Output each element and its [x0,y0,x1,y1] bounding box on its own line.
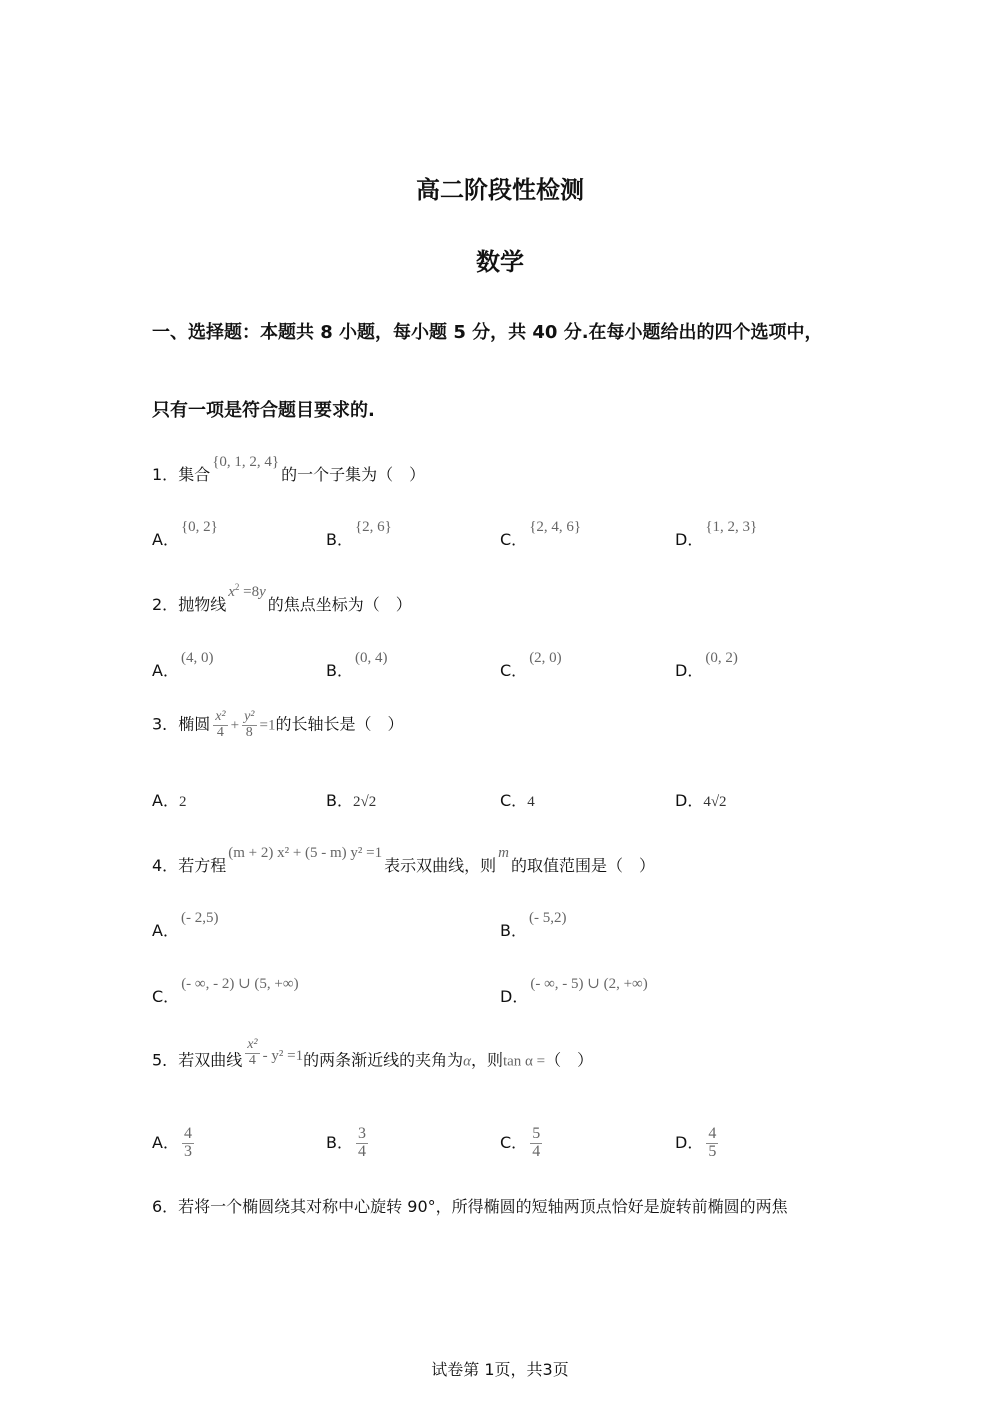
option-label: D． [675,530,704,549]
q5-option-c[interactable] [500,1126,545,1161]
question-number: 5． [152,1050,179,1070]
option-label: B． [326,530,353,549]
tan-alpha: tan α = [502,1053,546,1070]
question-6: 6．若将一个椭圆绕其对称中心旋转 90°，所得椭圆的短轴两顶点恰好是旋转前椭圆的两焦 [152,1197,788,1216]
q5-option-a[interactable] [152,1126,197,1161]
question-text: 若方程 [178,856,227,875]
option-label: C． [500,1132,528,1152]
option-fraction: $\frac{4}{5}$ [708,1125,717,1160]
exam-title: 高二阶段性检测 [416,176,584,204]
question-text: ，则 [470,1050,503,1070]
question-4 [152,845,656,876]
variable-m: m [498,845,509,861]
option-fraction: $\frac{3}{4}$ [357,1125,366,1160]
page-footer: 试卷第 1页，共3页 [431,1360,569,1379]
fraction-x2-over-4: $\frac{\text{x²}}{4}$ [215,709,226,740]
option-math: (2, 0) [529,650,562,666]
question-text: 的两条渐近线的夹角为 [303,1050,464,1070]
option-math: (4, 0) [180,650,214,666]
option-label: A． [152,791,179,810]
math-expression: (m + 2) x² + (5 - m) y² =1 [228,845,383,861]
question-text: 表示双曲线，则 [384,856,497,875]
question-text: 的取值范围是（ ） [511,856,656,875]
plus-sign: + [230,717,240,734]
q1-option-d[interactable] [675,519,759,550]
question-number: 4． [152,856,179,875]
option-math: 4√2 [703,794,727,810]
math-expression: {0, 1, 2, 4} [212,454,280,470]
option-label: C． [500,530,528,549]
question-3 [152,710,404,740]
q3-option-d[interactable] [675,788,727,811]
q4-option-d[interactable] [500,976,650,1007]
q1-option-b[interactable] [326,519,394,550]
alpha-symbol: α [463,1053,471,1070]
option-label: A． [152,661,179,680]
option-label: A． [152,1132,179,1152]
math-expression: $x^2 =8y$ [228,582,266,600]
q1-option-a[interactable] [152,519,220,550]
option-label: D． [675,1132,704,1152]
question-number: 3． [152,714,179,734]
q3-option-c[interactable] [500,788,535,811]
q2-option-b[interactable] [326,650,389,681]
option-math: {1, 2, 3} [705,519,758,535]
option-label: D． [675,791,704,810]
option-math: (0, 2) [705,650,738,666]
option-label: C． [500,791,528,810]
option-math: 2 [178,794,187,810]
option-label: A． [152,530,179,549]
option-label: D． [500,987,529,1006]
question-number: 2． [152,595,179,614]
q3-option-b[interactable] [326,788,376,811]
option-label: A． [152,921,179,940]
fraction-x2-over-4: $\frac{\text{x²}}{4}$ [247,1037,258,1068]
question-text: 椭圆 [178,714,211,734]
option-label: C． [500,661,528,680]
subject-title: 数学 [476,248,524,276]
option-math: (- ∞, - 5) ∪ (2, +∞) [530,976,648,992]
q4-option-c[interactable] [152,976,301,1007]
q5-option-d[interactable] [675,1126,721,1161]
section-heading-line2: 只有一项是符合题目要求的. [152,400,375,421]
q2-option-a[interactable] [152,650,215,681]
question-text: 的焦点坐标为（ ） [267,595,412,614]
math-expression: - y² =1 [262,1047,304,1064]
option-label: B． [326,1132,353,1152]
option-math: (- ∞, - 2) ∪ (5, +∞) [181,976,299,992]
question-2 [152,582,412,615]
option-label: C． [152,987,180,1006]
option-math: 2√2 [352,794,377,810]
equals-one: =1 [259,717,276,734]
option-math: (- 2,5) [180,910,219,926]
q1-option-c[interactable] [500,519,583,550]
option-math: {2, 6} [354,519,392,535]
q4-option-b[interactable] [500,910,568,941]
option-math: (0, 4) [354,650,388,666]
question-5 [152,1037,594,1076]
fraction-y2-over-8: $\frac{\text{y²}}{8}$ [244,709,255,740]
question-text: 抛物线 [178,595,227,614]
option-fraction: $\frac{5}{4}$ [532,1125,541,1160]
q3-option-a[interactable] [152,788,186,811]
question-text: 集合 [178,465,211,484]
question-text: 若双曲线 [178,1050,243,1070]
q5-option-b[interactable] [326,1126,371,1161]
question-text: （ ） [545,1050,594,1070]
option-math: {0, 2} [180,519,218,535]
option-label: B． [326,791,353,810]
q2-option-d[interactable] [675,650,740,681]
question-text: 的一个子集为（ ） [281,465,426,484]
option-label: B． [326,661,353,680]
option-label: D． [675,661,704,680]
option-math: 4 [527,794,535,810]
q2-option-c[interactable] [500,650,564,681]
option-label: B． [500,921,527,940]
option-fraction: $\frac{4}{3}$ [183,1125,192,1160]
question-number: 1． [152,465,179,484]
question-text: 的长轴长是（ ） [275,714,404,734]
option-math: {2, 4, 6} [529,519,582,535]
q4-option-a[interactable] [152,910,220,941]
section-heading-line1: 一、选择题：本题共 8 小题，每小题 5 分，共 40 分.在每小题给出的四个选项中， [152,322,823,343]
question-1 [152,454,426,485]
option-math: (- 5,2) [528,910,567,926]
